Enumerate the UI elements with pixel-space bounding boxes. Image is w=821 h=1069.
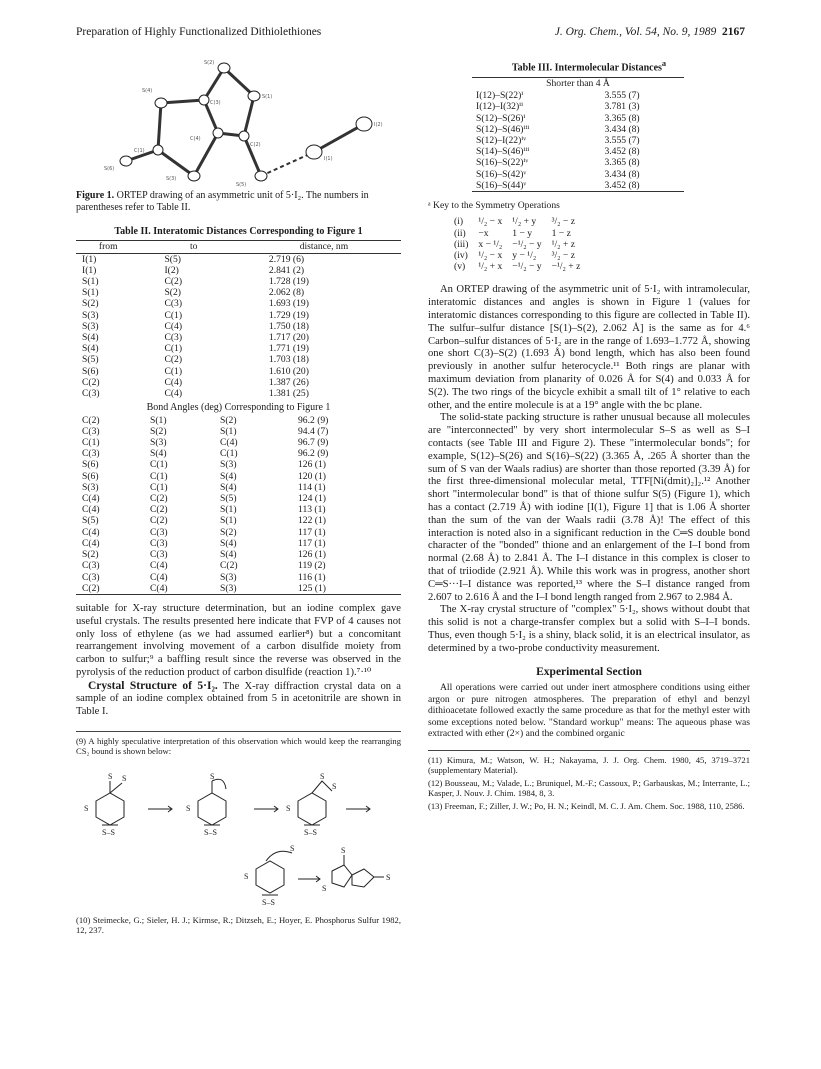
scheme-atom: S–S (102, 827, 115, 837)
angle-row (76, 560, 401, 571)
table2-row-cell: S(2) (82, 298, 99, 310)
footnote-9: (9) A highly speculative interpretation of this observation which would keep the rearranging CS₂ bound is shown below: (76, 736, 401, 757)
symmetry-row-cell: (iii) (454, 238, 469, 250)
atom-label: C(2) (250, 142, 261, 148)
atom-label: S(1) (262, 94, 273, 100)
symmetry-row-cell: ¹/₂ + y (512, 216, 537, 228)
angle-row (76, 515, 401, 526)
table3-intermolecular (472, 90, 684, 192)
table2-row (76, 276, 401, 287)
table2-row-cell: I(1) (82, 253, 97, 265)
table2-angles (76, 415, 401, 595)
left-column (76, 58, 401, 938)
footnote-10: (10) Steimecke, G.; Sieler, H. J.; Kirmse, R.; Ditzseh, E.; Hoyer, E. Phosphorus Sulfur 1982, 12, 237. (76, 914, 401, 936)
angle-row-cell: C(3) (150, 537, 168, 549)
symmetry-key-title: ᵃ Key to the Symmetry Operations (428, 199, 560, 211)
angle-row-cell: C(1) (150, 481, 168, 493)
footnote-13: (13) Freeman, F.; Ziller, J. W.; Po, H. N.; Keindl, M. C. J. Am. Chem. Soc. 1988, 110, 2586. (428, 800, 745, 811)
angle-row (76, 572, 401, 583)
table2-row-cell: 1.610 (20) (268, 365, 309, 377)
angle-row-cell: S(6) (82, 459, 99, 471)
angle-row-cell: C(3) (82, 560, 100, 572)
angle-row (76, 527, 401, 538)
angle-row-cell: C(3) (82, 448, 100, 460)
scheme-atom: S (108, 771, 113, 781)
table2-row-cell: 2.719 (6) (268, 253, 305, 265)
symmetry-row-cell: −¹/₂ − y (512, 261, 542, 273)
symmetry-row (454, 261, 590, 272)
table2-row (76, 265, 401, 276)
table3-row-cell: S(12)–S(26)ⁱ (476, 112, 526, 124)
table2-row-cell: 1.381 (25) (268, 388, 309, 400)
symmetry-row-cell: (ii) (454, 227, 466, 239)
angle-row-cell: 124 (1) (298, 493, 326, 505)
symmetry-row-cell: ³/₂ − z (551, 216, 575, 228)
table2-row-cell: 1.771 (19) (268, 343, 309, 355)
table3-row-cell: 3.555 (7) (604, 134, 640, 146)
angle-row-cell: 119 (2) (298, 560, 326, 572)
right-paragraph-3: The X-ray crystal structure of "complex" 5·I₂, shows without doubt that this solid is not a charge-transfer complex but a solid with S–I–I bonds. Thus, even though 5·I₂ is a shiny, black solid, it is an electrical insulator, as determined by a two-probe conductivity measurement. (428, 604, 750, 654)
table2-row (76, 321, 401, 332)
table2-row-cell: S(1) (82, 276, 99, 288)
figure1-caption-text: ORTEP drawing of an asymmetric unit of 5·I₂. The numbers in parentheses refer to Table II. (76, 190, 369, 213)
table3-row-cell: 3.555 (7) (604, 90, 640, 102)
table2-row (76, 287, 401, 298)
table3-row-cell: S(12)–S(46)ⁱⁱⁱ (476, 123, 530, 135)
footnote-12: (12) Bousseau, M.; Valade, L.; Bruniquel, M.-F.; Cassoux, P.; Garbauskas, M.; Interrante, L.; Kasper, J. Nouv. J. Chim. 1984, 8, 3. (428, 777, 750, 799)
angle-row-cell: 94.4 (7) (298, 425, 329, 437)
angle-row-cell: S(3) (220, 571, 237, 583)
angle-row-cell: S(4) (150, 448, 167, 460)
angle-row-cell: S(2) (150, 425, 167, 437)
scheme-atom: S (322, 883, 327, 893)
table2-row (76, 253, 401, 265)
angle-row (76, 583, 401, 595)
atom-label: I(2) (374, 122, 383, 128)
crystal-structure-text: The X-ray diffraction crystal data on a sample of an iodine complex obtained from 5 in acetonitrile are shown in Table I. (76, 680, 401, 718)
angle-row-cell: 117 (1) (298, 526, 326, 538)
table3-row (472, 135, 684, 146)
scheme-atom: S–S (262, 897, 275, 907)
angle-row-cell: S(1) (220, 504, 237, 516)
symmetry-row-cell: ³/₂ − z (551, 249, 575, 261)
page-number: 2167 (722, 26, 745, 38)
angle-row (76, 504, 401, 515)
table3-row (472, 157, 684, 168)
table2-row-cell: S(1) (82, 287, 99, 299)
angle-row-cell: S(1) (220, 515, 237, 527)
table3-row-cell: S(14)–S(46)ⁱⁱⁱ (476, 146, 530, 158)
angle-row-cell: S(2) (82, 549, 99, 561)
angle-row-cell: S(3) (220, 582, 237, 594)
table2-row-cell: C(2) (82, 376, 100, 388)
table3-row-cell: 3.452 (8) (604, 146, 640, 158)
scheme-atom: S (210, 771, 215, 781)
angle-row-cell: S(3) (82, 481, 99, 493)
figure1-caption (76, 190, 401, 214)
angle-row (76, 549, 401, 560)
symmetry-table (454, 216, 590, 272)
right-column (428, 58, 750, 813)
symmetry-row-cell: 1 − z (551, 227, 571, 239)
angle-row-cell: S(5) (220, 493, 237, 505)
angle-row-cell: S(2) (220, 526, 237, 538)
table2-row (76, 298, 401, 309)
table2-row-cell: C(3) (82, 388, 100, 400)
angle-row-cell: 122 (1) (298, 515, 326, 527)
table2-row-cell: C(1) (164, 343, 183, 355)
angle-row-cell: C(2) (150, 515, 168, 527)
angle-row-cell: C(4) (150, 571, 168, 583)
symmetry-row-cell: −x (478, 227, 489, 239)
footnote-11: (11) Kimura, M.; Watson, W. H.; Nakayama, J. J. Org. Chem. 1980, 45, 3719–3721 (supplementary Material). (428, 754, 750, 776)
table3-row-cell: I(12)–S(22)ⁱ (476, 90, 524, 102)
symmetry-row-cell: (v) (454, 261, 466, 273)
angle-row-cell: 96.2 (9) (298, 414, 329, 426)
table2-row (76, 332, 401, 343)
angle-row-cell: C(1) (150, 470, 168, 482)
table2-row-cell: 1.729 (19) (268, 309, 309, 321)
angle-row (76, 459, 401, 470)
angle-row-cell: C(3) (150, 526, 168, 538)
angle-row-cell: 116 (1) (298, 571, 326, 583)
table3-row-cell: S(16)–S(44)ᵛ (476, 179, 527, 191)
atom-label: S(4) (142, 88, 153, 94)
table3-row-cell: 3.452 (8) (604, 179, 640, 191)
crystal-structure-heading: Crystal Structure of 5·I₂. (88, 679, 218, 692)
symmetry-row (454, 228, 590, 239)
angle-row-cell: C(4) (82, 504, 100, 516)
atom-label: S(2) (204, 60, 215, 66)
table3-row-cell: 3.434 (8) (604, 168, 640, 180)
table3-row (472, 90, 684, 101)
symmetry-row-cell: 1 − y (512, 227, 533, 239)
angle-row (76, 415, 401, 426)
angle-row-cell: 120 (1) (298, 470, 326, 482)
table2-row-cell: C(4) (164, 376, 183, 388)
atom-label: S(3) (166, 176, 177, 182)
table3-subhead: Shorter than 4 Å (472, 77, 684, 90)
table3-row-cell: S(16)–S(22)ⁱᵛ (476, 157, 529, 169)
journal-citation (555, 26, 745, 38)
table2-row-cell: 2.062 (8) (268, 287, 305, 299)
atom-label: C(4) (190, 136, 201, 142)
angle-row-cell: C(4) (150, 582, 168, 594)
table2-row-cell: S(2) (164, 287, 181, 299)
table2-row-cell: S(5) (164, 253, 181, 265)
table3-row-cell: 3.434 (8) (604, 123, 640, 135)
angle-row-cell: S(1) (220, 425, 237, 437)
scheme-atom: S (244, 871, 249, 881)
symmetry-row-cell: ¹/₂ + z (551, 238, 575, 250)
table2-row (76, 310, 401, 321)
angle-row-cell: S(4) (220, 549, 237, 561)
table2-row-cell: 1.703 (18) (268, 354, 309, 366)
scheme-atom: S–S (204, 827, 217, 837)
angle-row-cell: C(2) (220, 560, 238, 572)
table2-row-cell: S(6) (82, 365, 99, 377)
angle-row-cell: C(2) (150, 493, 168, 505)
scheme-atom: S (186, 803, 191, 813)
table2-row-cell: S(4) (82, 332, 99, 344)
table2-row-cell: 1.728 (19) (268, 276, 309, 288)
angle-row-cell: C(4) (150, 560, 168, 572)
table2-row-cell: C(2) (164, 276, 183, 288)
symmetry-row-cell: ¹/₂ + x (478, 261, 503, 273)
angle-row-cell: S(4) (220, 537, 237, 549)
angle-row-cell: C(4) (220, 437, 238, 449)
angle-row (76, 437, 401, 448)
angle-row-cell: S(3) (220, 459, 237, 471)
table2-row-cell: C(1) (164, 309, 183, 321)
table2-row-cell: C(4) (164, 320, 183, 332)
angles-subtitle: Bond Angles (deg) Corresponding to Figure 1 (146, 402, 331, 414)
table3-row (472, 169, 684, 180)
symmetry-row-cell: ¹/₂ − x (478, 216, 503, 228)
experimental-heading: Experimental Section (536, 665, 642, 678)
angle-row-cell: 117 (1) (298, 537, 326, 549)
table3-row (472, 146, 684, 157)
angle-row (76, 471, 401, 482)
symmetry-row-cell: −¹/₂ + z (551, 261, 581, 273)
angle-row-cell: 113 (1) (298, 504, 326, 516)
table2-row-cell: C(4) (164, 388, 183, 400)
angle-row-cell: 126 (1) (298, 549, 326, 561)
table2-row-cell: C(2) (164, 354, 183, 366)
symmetry-row-cell: ¹/₂ − x (478, 249, 503, 261)
scheme-atom: S (290, 843, 295, 853)
figure1-label: Figure 1. (76, 190, 115, 201)
table2-title: Table II. Interatomic Distances Corresponding to Figure 1 (114, 226, 363, 237)
symmetry-row (454, 250, 590, 261)
scheme-atom: S–S (304, 827, 317, 837)
angle-row-cell: 125 (1) (298, 582, 326, 594)
right-footnotes (428, 750, 750, 811)
angle-row-cell: S(2) (220, 414, 237, 426)
table2-row-cell: I(1) (82, 264, 97, 276)
left-paragraph-1: suitable for X-ray structure determination, but an iodine complex gave useful crystals. The results presented here indicate that FVP of 4 causes not only loss of ethylene (as we had assumed earlier⁸) but a concomitant rearrangement involving movement of a carbon disulfide moiety from carbon to sulfur;⁹ a baffling result since the reverse was observed in the pyrolysis of the reduction product of carbon disulfide (reaction 1).⁷·¹⁰ (76, 602, 401, 678)
experimental-text: All operations were carried out under inert atmosphere conditions using either argon or pure nitrogen atmospheres. The preparation of ethyl and benzyl dithioacetate followed exactly the same procedure as that for the methyl ester with some exceptions noted below. "Standard workup" means: The aqueous phase was extracted with ether (2×) and the combined organic (428, 681, 750, 740)
running-title: Preparation of Highly Functionalized Dithiolethiones (76, 26, 322, 38)
table3-row-cell: 3.781 (3) (604, 101, 640, 113)
atom-label: S(5) (236, 182, 247, 188)
right-paragraph-1: An ORTEP drawing of the asymmetric unit of 5·I₂ with intramolecular, interatomic distances and angles is shown in Figure 1 (values for interatomic distances corresponding to this figure are collected in Table II). The sulfur–sulfur distance [S(1)–S(2), 2.062 Å] is the same as for 4.⁶ Carbon–sulfur distances of 5·I₂ are in the range of 1.693–1.772 Å, showing one short C(3)–S(2) (1.693 Å) bond length, which has also been found previously in another sulfur heterocycle.¹¹ Both rings are planar with maximum deviation from planarity of 0.026 Å for S(4) and 0.033 Å for S(2). The two rings of the bicycle exhibit a small tilt of 1° relative to each other, and the entire molecule is at a 19° angle with the bc plane. (428, 284, 750, 411)
table2-header: from (76, 241, 140, 253)
atom-label: C(1) (134, 148, 145, 154)
angle-row-cell: C(1) (150, 459, 168, 471)
angle-row-cell: S(5) (82, 515, 99, 527)
angle-row-cell: C(3) (82, 571, 100, 583)
table2-row-cell: S(3) (82, 320, 99, 332)
angle-row-cell: C(4) (82, 493, 100, 505)
table2-row-cell: 1.717 (20) (268, 332, 309, 344)
angle-row-cell: C(3) (150, 549, 168, 561)
angle-row-cell: C(2) (150, 504, 168, 516)
angle-row-cell: C(4) (82, 526, 100, 538)
scheme-atom: S (84, 803, 89, 813)
table3-row-cell: I(12)–I(32)ⁱⁱ (476, 101, 524, 113)
symmetry-row-cell: −¹/₂ − y (512, 238, 542, 250)
angle-row-cell: S(6) (82, 470, 99, 482)
table3-row-cell: 3.365 (8) (604, 157, 640, 169)
angle-row-cell: 96.2 (9) (298, 448, 329, 460)
table2-row-cell: 1.387 (26) (268, 376, 309, 388)
table2-header: distance, nm (247, 241, 401, 253)
angle-row-cell: C(1) (220, 448, 238, 460)
atom-label: S(6) (104, 166, 115, 172)
angle-row (76, 448, 401, 459)
angle-row-cell: C(1) (82, 437, 100, 449)
table2-row (76, 343, 401, 354)
table3-row (472, 180, 684, 192)
angle-row (76, 482, 401, 493)
journal-name: J. Org. Chem., Vol. 54, No. 9, 1989 (554, 26, 717, 38)
crystal-structure-paragraph (76, 680, 401, 719)
angle-row-cell: C(4) (82, 537, 100, 549)
angle-row-cell: C(2) (82, 582, 100, 594)
table2-row-cell: 1.750 (18) (268, 320, 309, 332)
table3-row (472, 113, 684, 124)
table2-row-cell: C(1) (164, 365, 183, 377)
angle-row (76, 493, 401, 504)
table2-row-cell: C(3) (164, 298, 183, 310)
symmetry-row-cell: x − ¹/₂ (478, 238, 503, 250)
angle-row-cell: C(3) (82, 425, 100, 437)
angle-row-cell: 96.7 (9) (298, 437, 329, 449)
table2-row-cell: 1.693 (19) (268, 298, 309, 310)
symmetry-row-cell: y − ¹/₂ (512, 249, 537, 261)
table2-row (76, 366, 401, 377)
symmetry-row-cell: (i) (454, 216, 464, 228)
scheme-atom: S (386, 872, 391, 882)
table3-row-cell: 3.365 (8) (604, 112, 640, 124)
table2-distances (76, 240, 401, 399)
table3-title: Table III. Intermolecular Distances$^a$ (511, 59, 667, 74)
right-paragraph-2: The solid-state packing structure is rather unusual because all molecules are "interconnected" by very short intermolecular S–S as well as S–I contacts (see Table III and Figure 2). These "intermolecular bonds"; for example, S(12)–S(26) and S(16)–S(22) (3.365 Å, .265 Å shorter than the sum of S van der Waals radius) are shorter than those reported (3.39 Å) for the first three-dimensional molecular metal, TTF[Ni(dmit)₂]₂.¹² Another short "intermolecular bond" is that of thione sulfur S(5) (Figure 1), which has a contact (2.719 Å) with iodine [I(1), Figure 1] that is 1.06 Å shorter than the sum of the van der Waals radii (3.78 Å)! The effect of this interaction is noted also in a significant reduction in the C═S double bond character of the "bonded" thione and an enlargement of the I–I bond from normal (2.68 Å) to 2.841 Å. The I–I distance in this complex is closer to that of triiodide (2.921 Å). While this work was in progress, another short C═S···I–I distance was reported,¹³ where the S–I distance ranged from 2.607 to 2.616 Å and the I–I bond length ranged from 2.967 to 2.984 Å. (428, 412, 750, 603)
angle-row-cell: C(2) (82, 414, 100, 426)
left-footnotes (76, 731, 401, 936)
angle-row (76, 426, 401, 437)
angle-row-cell: S(3) (150, 437, 167, 449)
angle-row-cell: 126 (1) (298, 459, 326, 471)
atom-label: I(1) (324, 156, 333, 162)
atom-label: C(3) (210, 100, 221, 106)
table2-row (76, 354, 401, 365)
scheme-atom: S (122, 773, 127, 783)
table3-row-cell: S(12)–I(22)ⁱᵛ (476, 134, 527, 146)
angle-row-cell: S(4) (220, 470, 237, 482)
scheme-atom: S (341, 845, 346, 855)
symmetry-row (454, 239, 590, 250)
table2-row-cell: S(4) (82, 343, 99, 355)
table2-header: to (140, 241, 246, 253)
angle-row-cell: 114 (1) (298, 481, 326, 493)
scheme-atom: S (332, 781, 337, 791)
table3-row (472, 124, 684, 135)
table3-title-mark: a (661, 59, 667, 68)
table2-row (76, 388, 401, 399)
table3-row-cell: S(16)–S(42)ᵛ (476, 168, 527, 180)
angle-row-cell: S(1) (150, 414, 167, 426)
scheme-atom: S (286, 803, 291, 813)
angle-row (76, 538, 401, 549)
table2-row-cell: 2.841 (2) (268, 264, 305, 276)
reaction-scheme (76, 761, 396, 911)
table2-row-cell: S(3) (82, 309, 99, 321)
table3-row (472, 101, 684, 112)
symmetry-row (454, 216, 590, 227)
table2-row (76, 377, 401, 388)
scheme-atom: S (320, 771, 325, 781)
symmetry-row-cell: (iv) (454, 249, 468, 261)
table2-row-cell: I(2) (164, 264, 179, 276)
table2-row-cell: S(5) (82, 354, 99, 366)
table2-row-cell: C(3) (164, 332, 183, 344)
ortep-figure (86, 58, 386, 188)
angle-row-cell: S(4) (220, 481, 237, 493)
